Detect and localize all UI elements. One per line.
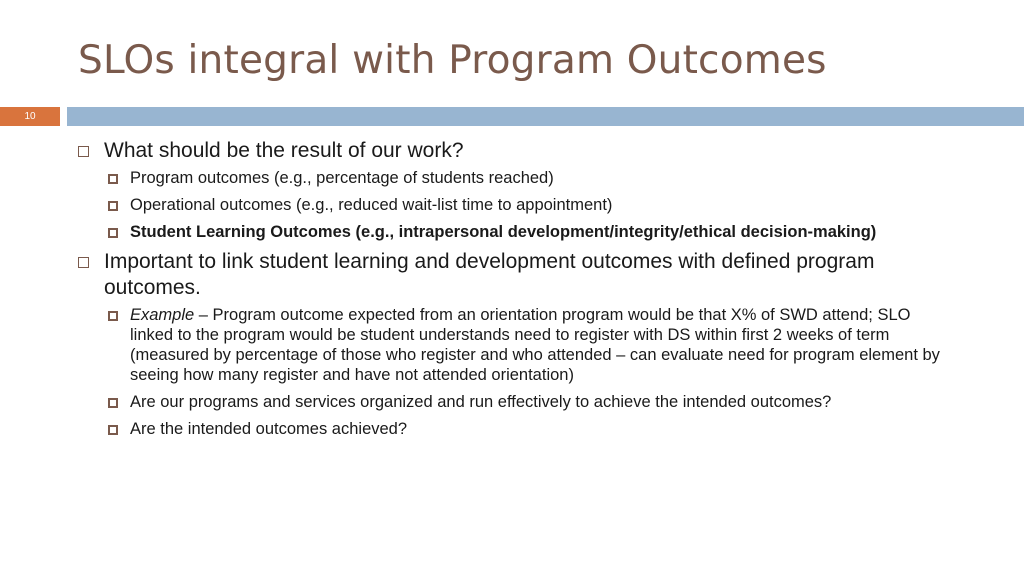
example-label: Example (130, 306, 195, 324)
bullet-text: What should be the result of our work? (104, 139, 464, 162)
example-text: – Program outcome expected from an orientation program would be that X% of SWD attend; SLO linked to the program would be student understands need to register with DS within first 2 weeks of term (measured by percentage of those who register and who attended – can evaluate need for program element by seeing how many register and have not attended orientation) (130, 306, 940, 384)
sub-bullet-text: Student Learning Outcomes (e.g., intrapersonal development/integrity/ethical decision-making) (130, 223, 877, 241)
sub-bullet-item (104, 195, 958, 215)
sub-bullet-item (104, 419, 958, 439)
sub-bullet-item (104, 392, 958, 412)
square-bullet-icon (78, 146, 89, 157)
header-bar (67, 107, 1024, 126)
bullet-text: Important to link student learning and development outcomes with defined program outcomes. (104, 250, 875, 299)
sub-bullet-text: Program outcomes (e.g., percentage of students reached) (130, 169, 554, 187)
slide-number: 10 (0, 107, 60, 126)
square-bullet-icon (108, 311, 118, 321)
sub-bullet-item (104, 305, 958, 385)
sub-bullet-item (104, 168, 958, 188)
bullet-group-1 (78, 138, 958, 242)
sub-bullet-text: Are the intended outcomes achieved? (130, 420, 408, 438)
square-bullet-icon (78, 257, 89, 268)
square-bullet-icon (108, 201, 118, 211)
square-bullet-icon (108, 228, 118, 238)
bullet-group-2 (78, 249, 958, 439)
sub-bullet-text: Operational outcomes (e.g., reduced wait-list time to appointment) (130, 196, 613, 214)
slide-content (78, 138, 958, 446)
sub-bullet-text: Are our programs and services organized and run effectively to achieve the intended outcomes? (130, 393, 832, 411)
square-bullet-icon (108, 174, 118, 184)
sub-bullet-item (104, 222, 958, 242)
bullet-item (78, 138, 958, 164)
square-bullet-icon (108, 398, 118, 408)
square-bullet-icon (108, 425, 118, 435)
slide-title: SLOs integral with Program Outcomes (78, 38, 827, 83)
bullet-item (78, 249, 958, 301)
